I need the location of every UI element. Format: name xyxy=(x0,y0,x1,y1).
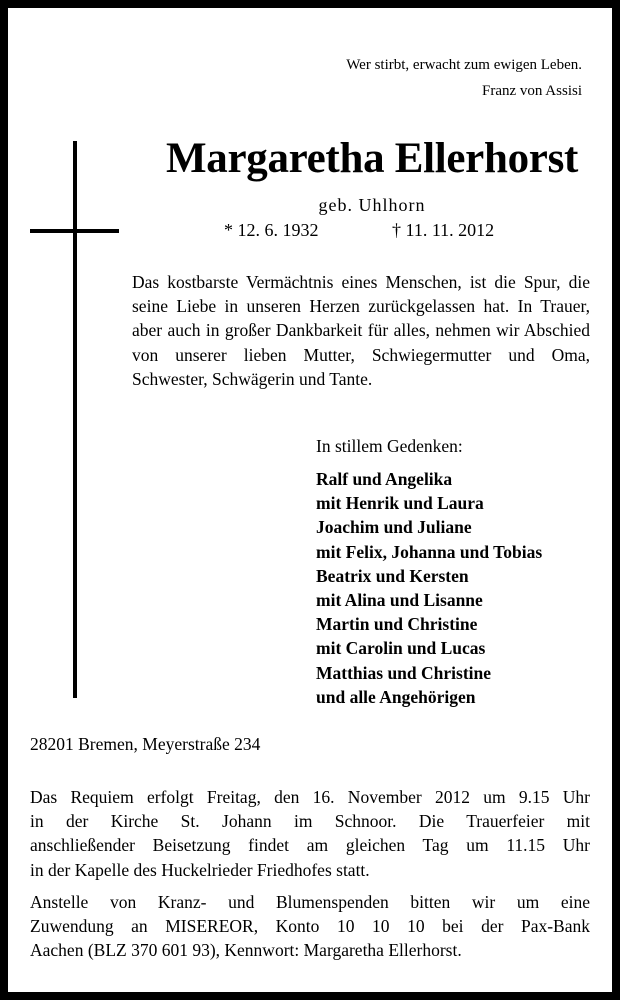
cross-icon-crossbar xyxy=(30,229,119,233)
memorial-verse: Das kostbarste Vermächtnis eines Menschen, ist die Spur, die seine Liebe in unseren Herzen zurückgelassen hat. In Trauer, aber auch in großer Dankbarkeit für alles, nehmen wir Abschied von unserer lieben Mutter, Schwiegermutter und Oma, Schwester, Schwägerin und Tante. xyxy=(132,272,590,389)
maiden-name: geb. Uhlhorn xyxy=(318,195,426,215)
donation-line: Anstelle von Kranz- und Blumenspenden bitten wir um eine xyxy=(30,892,590,912)
requiem-paragraph xyxy=(30,785,590,882)
deceased-name: Margaretha Ellerhorst xyxy=(165,135,579,182)
address: 28201 Bremen, Meyerstraße 234 xyxy=(30,734,261,754)
mourner-name: Beatrix und Kersten xyxy=(316,565,469,586)
requiem-line: in der Kapelle des Huckelrieder Friedhofes statt. xyxy=(30,859,370,880)
mourner-name: mit Henrik und Laura xyxy=(316,493,484,514)
mourner-name: Ralf und Angelika xyxy=(316,469,453,489)
mourner-name: Martin und Christine xyxy=(316,614,478,635)
donation-line: Zuwendung an MISEREOR, Konto 10 10 10 bei der Pax-Bank xyxy=(30,916,590,937)
quote-author: Franz von Assisi xyxy=(481,83,582,99)
mourner-name: mit Alina und Lisanne xyxy=(316,590,483,611)
birth-date: * 12. 6. 1932 xyxy=(224,220,319,240)
mourner-name: Joachim und Juliane xyxy=(316,517,472,538)
death-date: † 11. 11. 2012 xyxy=(392,220,495,240)
donation-line: Aachen (BLZ 370 601 93), Kennwort: Margaretha Ellerhorst. xyxy=(30,940,462,961)
cross-icon xyxy=(73,141,77,698)
mourner-name: Matthias und Christine xyxy=(316,662,492,683)
quote-text: Wer stirbt, erwacht zum ewigen Leben. xyxy=(346,57,582,73)
requiem-line: anschließender Beisetzung findet am gleichen Tag um 11.15 Uhr xyxy=(30,835,590,856)
mourners-list xyxy=(316,467,542,709)
donation-paragraph xyxy=(30,890,590,963)
mourner-name: mit Felix, Johanna und Tobias xyxy=(316,541,543,562)
mourner-name: und alle Angehörigen xyxy=(316,686,476,707)
mourners-intro: In stillem Gedenken: xyxy=(316,436,463,456)
mourner-name: mit Carolin und Lucas xyxy=(316,638,486,659)
requiem-line: Das Requiem erfolgt Freitag, den 16. November 2012 um 9.15 Uhr xyxy=(30,787,590,807)
requiem-line: in der Kirche St. Johann im Schnoor. Die Trauerfeier mit xyxy=(30,811,590,832)
